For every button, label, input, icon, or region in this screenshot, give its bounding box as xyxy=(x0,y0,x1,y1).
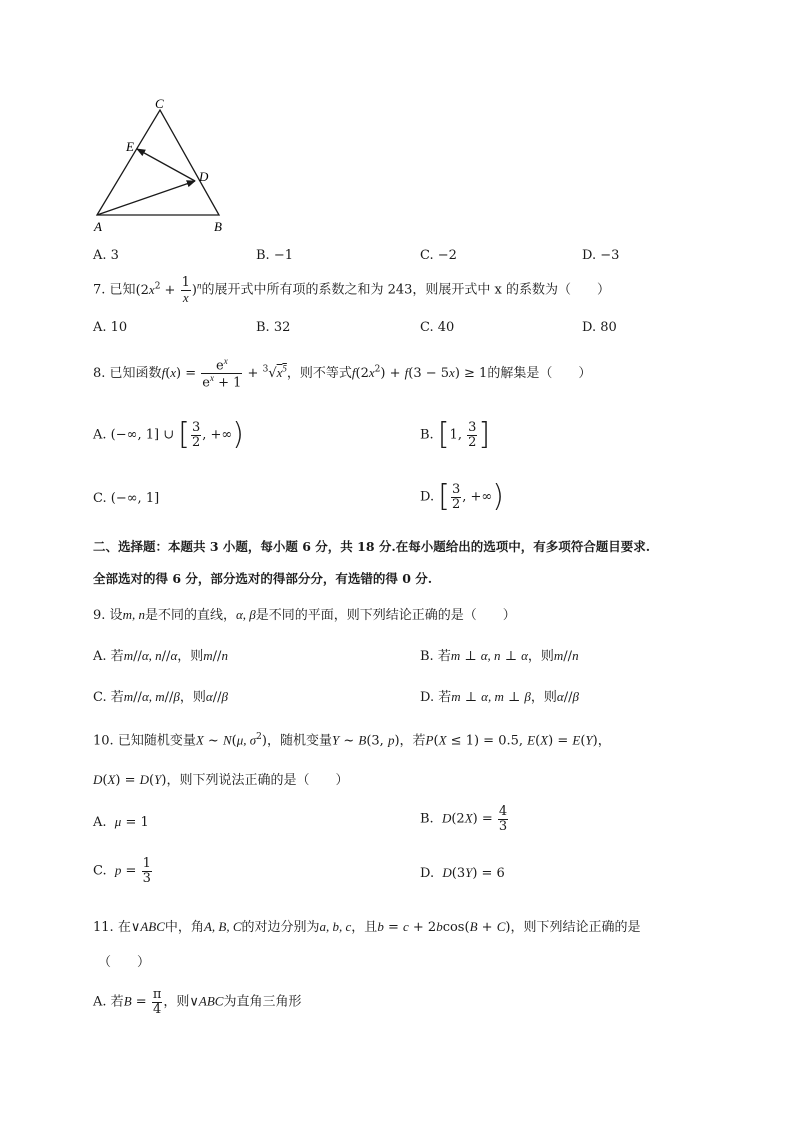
q7-option-b: B. 32 xyxy=(256,320,291,335)
q10-option-c: C. p = $\frac{1}{3}$ xyxy=(93,856,151,886)
triangle-abc xyxy=(97,110,219,215)
question-8 xyxy=(93,357,591,390)
q9-a-letter: A. xyxy=(93,649,107,664)
q8-option-a: A. (−∞, 1] ∪ [ $\frac{3}{2}$ , +∞) xyxy=(93,417,244,452)
q11-text-2: 中，角 xyxy=(164,920,204,935)
label-b: B xyxy=(214,219,222,234)
q11-text-1: 在 xyxy=(117,920,131,935)
q9-b-letter: B. xyxy=(420,649,434,664)
q9-option-d: D. 若m ⊥ α, m ⊥ β，则α//β xyxy=(420,689,579,705)
q8-inequality: $f(2x^2) + f(3 - 5x) \ge 1$ xyxy=(351,364,488,381)
q9-number: 9. xyxy=(93,608,106,623)
q7-post: 的展开式中所有项的系数之和为 243，则展开式中 x 的系数为（ ） xyxy=(201,282,610,298)
q9-b-ruo: 若 xyxy=(437,649,451,664)
q7-option-d: D. 80 xyxy=(582,320,617,335)
q8-pre: 已知函数 xyxy=(109,365,162,381)
question-10: 10. 已知随机变量X ~ N(μ, $\sigma^2$)，随机变量Y ~ B(3, p)，若P(X ≤ 1) = 0.5, E(X) = E(Y)， xyxy=(93,732,611,749)
q6-option-c: C. −2 xyxy=(420,248,457,263)
q11-option-a: A. 若B = $\frac{\pi}{4}$ ，则∨ABC为直角三角形 xyxy=(93,987,302,1017)
q8-post: 的解集是（ ） xyxy=(487,365,592,381)
q7-option-c: C. 40 xyxy=(420,320,455,335)
q11-number: 11. xyxy=(93,920,114,935)
q9-c-ruo: 若 xyxy=(110,690,124,705)
q9-d-ruo: 若 xyxy=(438,690,452,705)
vector-de xyxy=(137,149,195,181)
q10-option-d: D. D(3Y) = 6 xyxy=(420,865,505,881)
vector-ad xyxy=(97,181,195,215)
label-d: D xyxy=(199,169,209,184)
q11-a-letter: A. xyxy=(93,994,107,1010)
q8-number: 8. xyxy=(93,365,106,381)
q9-d-ze: ，则 xyxy=(530,690,557,705)
q8-mid: ，则不等式 xyxy=(286,365,352,381)
label-a: A xyxy=(94,219,102,234)
label-e: E xyxy=(126,139,134,154)
q10-a-letter: A. xyxy=(93,815,107,830)
q10-c-letter: C. xyxy=(93,863,107,879)
q10-text-4: ，则下列说法正确的是（ ） xyxy=(166,773,349,788)
q8-c-letter: C. xyxy=(93,491,107,506)
q11-text-3: 的对边分别为 xyxy=(241,920,320,935)
question-10-line-2: D(X) = D(Y)，则下列说法正确的是（ ） xyxy=(93,772,349,788)
q10-number: 10. xyxy=(93,733,114,749)
q8-d-letter: D. xyxy=(420,489,435,505)
q10-text-3: ，若 xyxy=(399,733,426,749)
q11-a-text-1: 若 xyxy=(110,994,124,1010)
q8-option-c: C. (−∞, 1] xyxy=(93,491,160,506)
q11-paren: （ ） xyxy=(98,955,151,970)
q7-number: 7. xyxy=(93,282,106,298)
q10-b-letter: B. xyxy=(420,811,434,827)
q10-option-a: A. μ = 1 xyxy=(93,814,149,830)
q8-function: f(x) = $\frac{e^x}{e^x + 1}$ + $^3√x^5$ xyxy=(161,356,287,391)
q9-b-ze: ，则 xyxy=(527,649,554,664)
q8-b-letter: B. xyxy=(420,427,434,443)
q8-option-d: D. [ $\frac{3}{2}$ , +∞) xyxy=(420,479,504,514)
q9-option-c: C. 若m//α, m//β，则α//β xyxy=(93,689,228,705)
q9-text-1: 设 xyxy=(109,608,123,623)
q9-text-2: 是不同的直线， xyxy=(144,608,236,623)
q6-option-d: D. −3 xyxy=(582,248,620,263)
q10-option-b: B. D(2X) = $\frac{4}{3}$ xyxy=(420,804,508,834)
triangle-figure xyxy=(85,95,245,235)
q11-a-text-2: ，则 xyxy=(163,994,190,1010)
q9-a-ruo: 若 xyxy=(110,649,124,664)
q7-expression: ($2x^2$ + $\frac{1}{x}$ )$^n$ xyxy=(135,275,202,305)
q7-option-a: A. 10 xyxy=(93,320,128,335)
section-2-line-1: 二、选择题：本题共 3 小题，每小题 6 分，共 18 分.在每小题给出的选项中，有多项符合题目要求. xyxy=(93,539,651,554)
q11-text-5: ，则下列结论正确的是 xyxy=(510,920,641,935)
q10-text-2: ，随机变量 xyxy=(266,733,332,749)
q11-text-4: ，且 xyxy=(351,920,378,935)
q6-option-a: A. 3 xyxy=(93,248,119,263)
q9-c-ze: ，则 xyxy=(179,690,206,705)
label-c: C xyxy=(155,96,164,111)
question-9: 9. 设m, n是不同的直线，α, β是不同的平面，则下列结论正确的是（ ） xyxy=(93,607,516,623)
q11-a-text-3: 为直角三角形 xyxy=(223,994,302,1010)
q9-option-a: A. 若m//α, n//α，则m//n xyxy=(93,648,228,664)
question-7 xyxy=(93,276,610,304)
q9-d-letter: D. xyxy=(420,690,435,705)
q8-option-b: B. [1, $\frac{3}{2}$ ] xyxy=(420,417,491,452)
q10-d-letter: D. xyxy=(420,866,435,881)
q9-option-b: B. 若m ⊥ α, n ⊥ α，则m//n xyxy=(420,648,579,664)
question-11: 11. 在∨ABC中，角A, B, C的对边分别为a, b, c，且b = c + 2bcos(B + C)，则下列结论正确的是 xyxy=(93,919,641,935)
q6-option-b: B. −1 xyxy=(256,248,293,263)
q10-text-1: 已知随机变量 xyxy=(117,733,196,749)
q9-text-3: 是不同的平面，则下列结论正确的是（ ） xyxy=(255,608,516,623)
q9-a-ze: ，则 xyxy=(177,649,204,664)
q8-a-letter: A. xyxy=(93,427,107,443)
q7-pre: 已知 xyxy=(109,282,136,298)
section-2-line-2: 全部选对的得 6 分，部分选对的得部分分，有选错的得 0 分. xyxy=(93,571,433,586)
q9-c-letter: C. xyxy=(93,690,107,705)
